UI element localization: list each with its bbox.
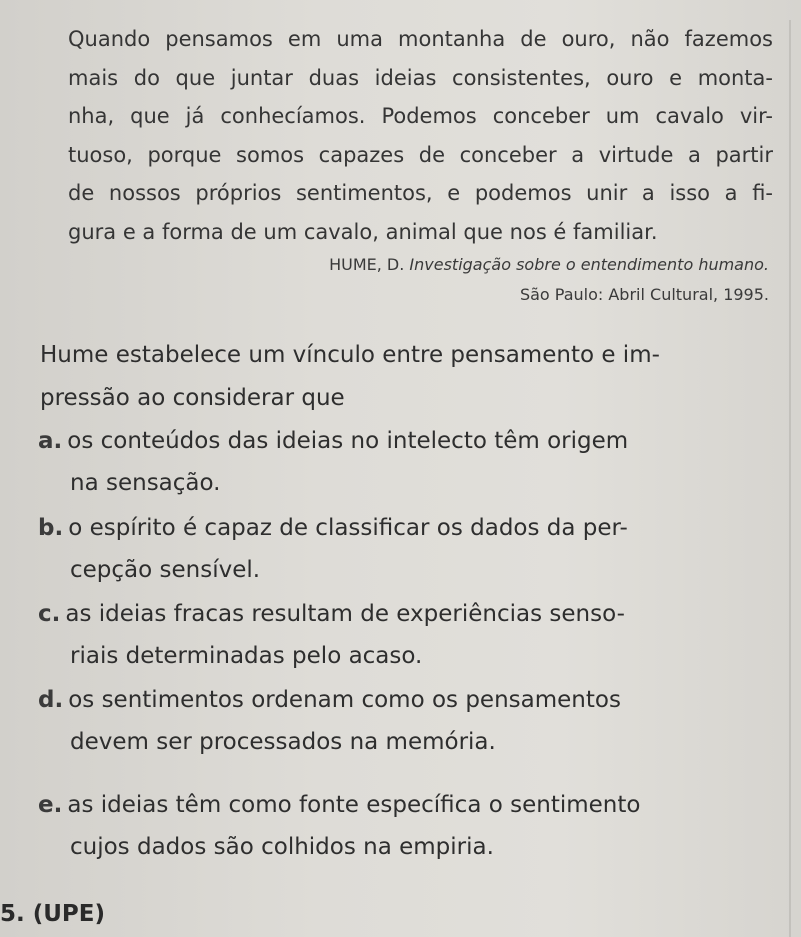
- reference-author: HUME, D.: [329, 255, 410, 274]
- option-e: [38, 784, 778, 868]
- option-text: o espírito é capaz de classificar os dados da per-: [68, 515, 628, 541]
- option-c: [38, 593, 778, 677]
- quote-passage: [68, 20, 773, 251]
- stem-line: Hume estabelece um vínculo entre pensamento e im-: [40, 342, 660, 368]
- option-letter: d.: [38, 687, 64, 713]
- quote-line: gura e a forma de um cavalo, animal que nos é familiar.: [68, 219, 658, 244]
- question-stem: [40, 334, 770, 420]
- option-text: cujos dados são colhidos na empiria.: [70, 834, 494, 860]
- reference-line-1: [209, 250, 769, 280]
- option-text: os sentimentos ordenam como os pensamentos: [68, 687, 621, 713]
- option-text: as ideias fracas resultam de experiências senso-: [65, 601, 625, 627]
- next-question-label: 5. (UPE): [0, 901, 106, 927]
- option-letter: b.: [38, 515, 64, 541]
- stem-line: pressão ao considerar que: [40, 385, 345, 411]
- option-text: na sensação.: [70, 470, 221, 496]
- option-text: riais determinadas pelo acaso.: [70, 643, 423, 669]
- option-text: devem ser processados na memória.: [70, 729, 496, 755]
- option-letter: c.: [38, 601, 61, 627]
- option-a: [38, 420, 778, 504]
- quote-line: Quando pensamos em uma montanha de ouro, não fazemos: [68, 27, 773, 51]
- reference-publisher: São Paulo: Abril Cultural, 1995.: [519, 285, 769, 304]
- option-letter: a.: [38, 428, 63, 454]
- option-d: [38, 679, 778, 763]
- quote-line: mais do que juntar duas ideias consistentes, ouro e monta-: [68, 65, 773, 90]
- quote-line: tuoso, porque somos capazes de conceber a virtude a partir: [68, 142, 773, 167]
- option-text: as ideias têm como fonte específica o sentimento: [67, 792, 641, 818]
- quote-line: nha, que já conhecíamos. Podemos conceber um cavalo vir-: [68, 104, 773, 128]
- quote-line: de nossos próprios sentimentos, e podemos unir a isso a fi-: [68, 181, 773, 205]
- reference-title: Investigação sobre o entendimento humano.: [409, 255, 769, 274]
- option-text: os conteúdos das ideias no intelecto têm origem: [67, 428, 629, 454]
- option-text: cepção sensível.: [70, 557, 261, 583]
- option-b: [38, 507, 778, 591]
- page-edge-line: [789, 20, 791, 937]
- option-letter: e.: [38, 792, 63, 818]
- reference-citation: [209, 250, 769, 310]
